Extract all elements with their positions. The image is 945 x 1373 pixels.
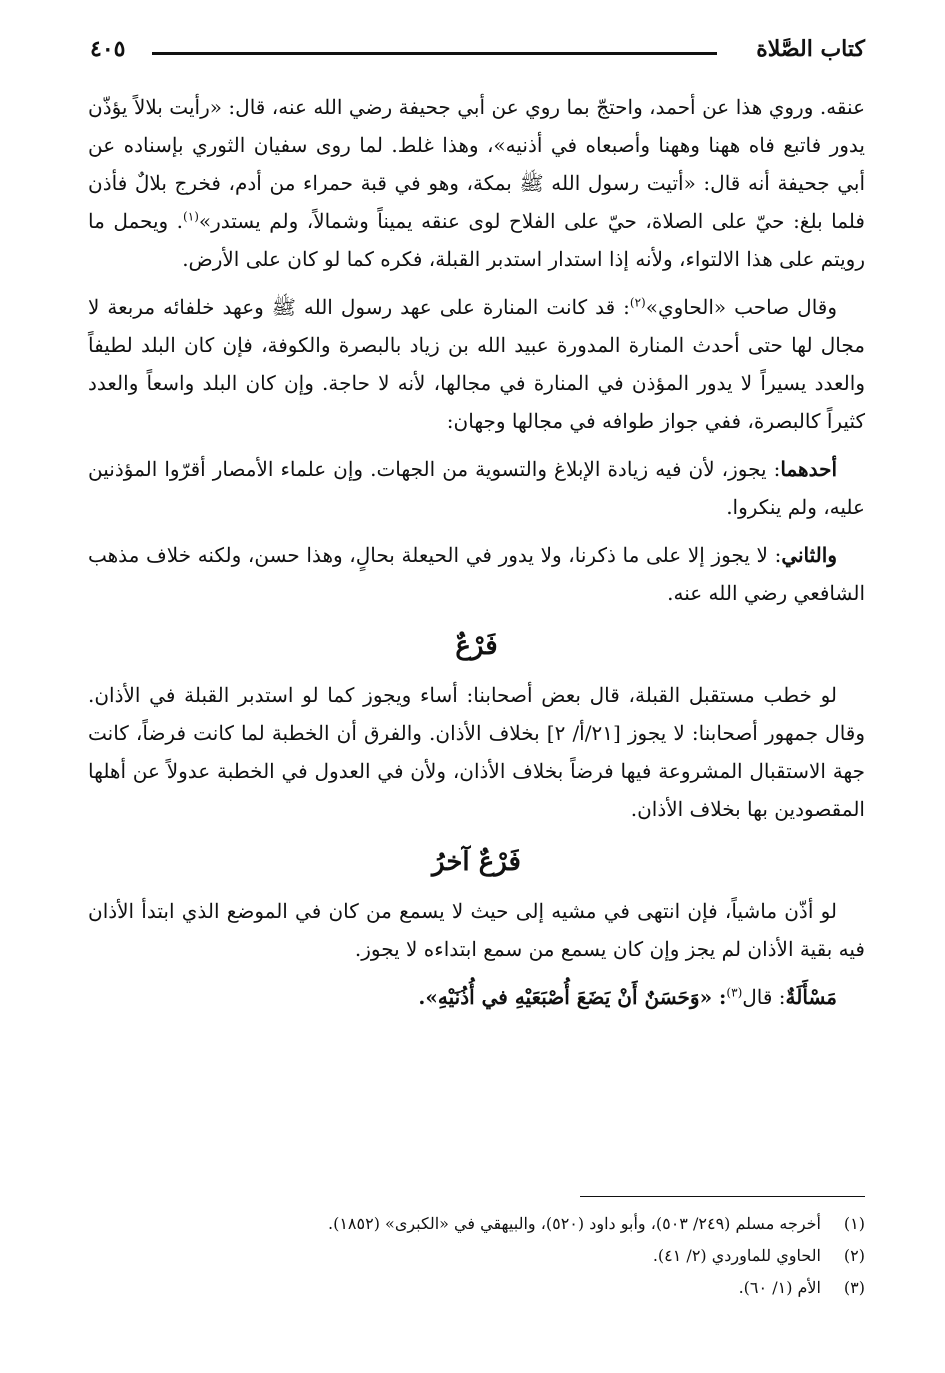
footnote-ref-2[interactable]: (٢) (629, 295, 646, 310)
paragraph-2-text: وقال صاحب «الحاوي» (645, 295, 838, 319)
footnote-number: (٣) (843, 1278, 865, 1297)
footnote-text: الأم (١/ ٦٠). (738, 1278, 821, 1297)
footnote-1 (88, 1208, 865, 1240)
footnote-text: الحاوي للماوردي (٢/ ٤١). (652, 1246, 821, 1265)
footnote-3 (88, 1272, 865, 1304)
footnote-2 (88, 1240, 865, 1272)
paragraph-4-lead: والثاني (781, 543, 837, 567)
paragraph-3-text: : يجوز، لأن فيه زيادة الإبلاغ والتسوية من الجهات. وإن علماء الأمصار أقرّوا المؤذنين عليه، ولم ينكروا. (88, 457, 865, 519)
header-rule (152, 52, 717, 55)
main-text (88, 88, 865, 1026)
footnote-text: أخرجه مسلم (٢٤٩/ ٥٠٣)، وأبو داود (٥٢٠)، والبيهقي في «الكبرى» (١٨٥٢). (328, 1214, 821, 1233)
paragraph-3 (88, 450, 865, 526)
paragraph-1-tail: . ويحمل ما رويتم على هذا الالتواء، ولأنه إذا استدار استدبر القبلة، فكره كما لو كان على الأرض. (88, 209, 865, 271)
paragraph-1-text: عنقه. وروي هذا عن أحمد، واحتجّ بما روي عن أبي جحيفة رضي الله عنه، قال: «رأيت بلالاً يؤذّن يدور فاتبع فاه ههنا وههنا وأصبعاه في أذنيه»، وهذا غلط. لما روى سفيان الثوري بإسناده عن أبي جحيفة أنه قال: «أتيت رسول الله ﷺ بمكة، وهو في قبة حمراء من أدم، فخرج بلالٌ فأذن فلما بلغ: حيّ على الصلاة، حيّ على الفلاح لوى عنقه يميناً وشمالاً، ولم يستدر» (88, 95, 866, 233)
footnotes (88, 1208, 865, 1304)
running-title: كتاب الصَّلاة (756, 36, 865, 62)
page-number: ٤٠٥ (90, 36, 126, 62)
paragraph-7-quote: : «وَحَسَنٌ أَنْ يَضَعَ أُصْبَعَيْهِ في أُذُنَيْهِ». (418, 985, 727, 1009)
paragraph-7-mid: : قال (742, 985, 786, 1009)
paragraph-7-lead: مَسْأَلَةٌ (785, 985, 837, 1009)
paragraph-3-lead: أحدهما (780, 457, 837, 481)
section-heading-1: فَرْعٌ (455, 631, 498, 661)
paragraph-4-text: : لا يجوز إلا على ما ذكرنا، ولا يدور في الحيعلة بحالٍ، وهذا حسن، ولكنه خلاف مذهب الشافعي رضي الله عنه. (88, 543, 865, 605)
footnote-ref-1[interactable]: (١) (183, 209, 199, 224)
paragraph-2-tail: : قد كانت المنارة على عهد رسول الله ﷺ وعهد خلفائه مربعة لا مجال لها حتى أحدث المنارة المدورة عبيد الله بن زياد بالبصرة والكوفة، فإن كان البلد لطيفاً والعدد يسيراً لا يدور المؤذن في المنارة في مجالها، لأنه لا حاجة. وإن كان البلد واسعاً والعدد كثيراً كالبصرة، ففي جواز طوافه في مجالها وجهان: (88, 295, 865, 433)
footnote-ref-3[interactable]: (٣) (726, 985, 743, 1000)
page-header (90, 36, 865, 70)
paragraph-2 (88, 288, 865, 440)
paragraph-7 (88, 978, 865, 1016)
paragraph-5: لو خطب مستقبل القبلة، قال بعض أصحابنا: أساء ويجوز كما لو استدبر القبلة في الأذان. وقال جمهور أصحابنا: لا يجوز [٢١/أ/ ٢] بخلاف الأذان. والفرق أن الخطبة لما كانت فرضاً، كانت جهة الاستقبال المشروعة فيها فرضاً بخلاف الأذان، ولأن في العدول في الخطبة عدولاً عن أهلها المقصودين بها بخلاف الأذان. (88, 683, 866, 821)
paragraph-4 (88, 536, 865, 612)
footnote-separator (580, 1196, 865, 1197)
paragraph-6: لو أذّن ماشياً، فإن انتهى في مشيه إلى حيث لا يسمع من كان في الموضع الذي ابتدأ الأذان فيه بقية الأذان لم يجز وإن كان يسمع من سمع ابتداءه لا يجوز. (88, 899, 865, 961)
footnote-number: (١) (843, 1214, 865, 1233)
footnote-number: (٢) (843, 1246, 865, 1265)
paragraph-1 (88, 88, 865, 278)
section-heading-2: فَرْعٌ آخرُ (432, 847, 521, 877)
